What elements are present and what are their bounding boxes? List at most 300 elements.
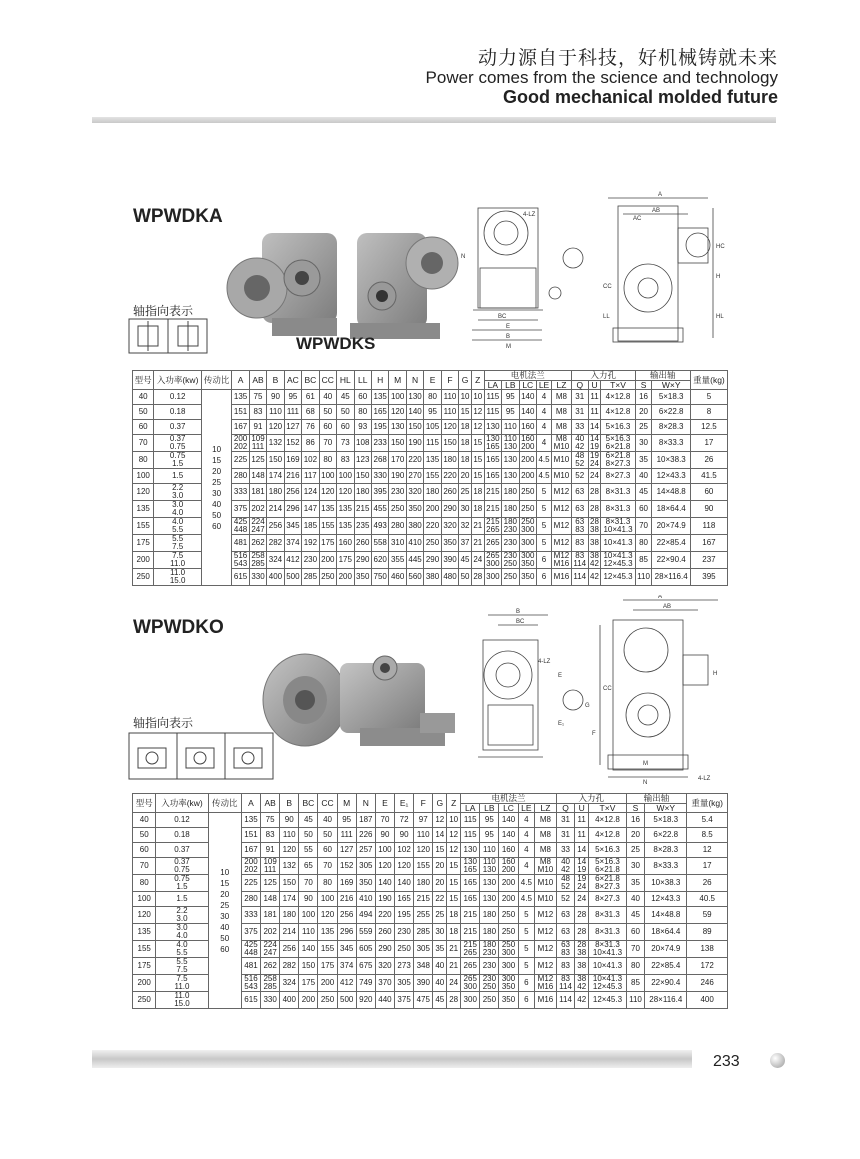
col-ratio: 传动比 — [201, 371, 231, 390]
table-cell: 4 — [536, 405, 551, 420]
table-cell: 150 — [354, 469, 371, 484]
table-cell: 63 — [556, 924, 574, 941]
table-cell: 290 — [441, 501, 458, 518]
table-cell: 333 — [241, 907, 260, 924]
table-cell: 8×33.3 — [645, 858, 687, 875]
table-cell: 28 — [471, 569, 484, 586]
table-cell: 6 — [536, 552, 551, 569]
table-cell: 55 — [299, 843, 318, 858]
table-cell: 95 — [480, 828, 499, 843]
table-cell: 224 247 — [249, 518, 266, 535]
col2-BC: BC — [299, 794, 318, 813]
table-cell: 90 — [690, 501, 727, 518]
table-cell: 4 — [518, 828, 535, 843]
table-cell: 150 — [406, 420, 423, 435]
table-cell: 400 — [280, 992, 299, 1009]
col-group-motor-flange: 电机法兰 — [484, 371, 571, 381]
col2-group-output: 输出轴 — [626, 794, 687, 804]
table-cell: 1.5 — [154, 469, 202, 484]
table-cell: 14×48.8 — [645, 907, 687, 924]
table-cell: 265 300 — [484, 552, 501, 569]
table-cell: 165 — [484, 452, 501, 469]
table-cell: 175 — [337, 552, 354, 569]
dim-AC: AC — [633, 216, 642, 222]
table-cell: 320 — [406, 484, 423, 501]
table-cell: 31 — [571, 405, 588, 420]
table-cell: 8×31.3 10×41.3 — [589, 941, 627, 958]
col-G: G — [459, 371, 472, 390]
table-cell: 72 — [395, 813, 414, 828]
section2-title: WPWDKO — [133, 617, 224, 638]
table-cell: M8 — [535, 828, 557, 843]
table-cell: M12 — [552, 535, 572, 552]
table-cell: 83 — [556, 958, 574, 975]
table-cell: 120 — [375, 858, 394, 875]
table-cell: 265 — [484, 535, 501, 552]
table-cell: 5 — [518, 941, 535, 958]
table-cell: 130 165 — [461, 858, 480, 875]
table-cell: 80 — [354, 405, 371, 420]
table-cell: 375 — [395, 992, 414, 1009]
col2-N: N — [356, 794, 375, 813]
col-BC: BC — [302, 371, 319, 390]
table-cell: 135 — [337, 501, 354, 518]
table-cell: 250 300 — [519, 518, 536, 535]
table-cell: 22×85.4 — [645, 958, 687, 975]
table-cell: 5 — [536, 518, 551, 535]
col-TxV: T×V — [601, 380, 635, 390]
table-cell: 350 — [499, 992, 518, 1009]
table-cell: 250 — [499, 924, 518, 941]
table-cell: 558 — [371, 535, 388, 552]
table-cell: 28 — [588, 484, 601, 501]
col-AC: AC — [284, 371, 301, 390]
table-cell: 460 — [389, 569, 406, 586]
table-cell: 350 — [356, 875, 375, 892]
table-cell: 200 202 — [232, 435, 249, 452]
table-cell: 305 — [395, 975, 414, 992]
table-cell: 42 — [588, 569, 601, 586]
table-cell: 345 — [284, 518, 301, 535]
table-cell: 215 — [461, 924, 480, 941]
table-cell: 280 — [232, 469, 249, 484]
table-cell: 180 — [424, 484, 441, 501]
table-cell: 268 — [371, 452, 388, 469]
table-cell: 200 — [319, 552, 336, 569]
table-cell: 15 — [471, 435, 484, 452]
col-HL: HL — [337, 371, 354, 390]
table-cell: 0.37 0.75 — [156, 858, 208, 875]
table-cell: 28 — [575, 924, 589, 941]
table-cell: 138 — [687, 941, 728, 958]
table-cell: 150 — [299, 958, 318, 975]
table-cell: 21 — [471, 518, 484, 535]
table-cell: 202 — [249, 501, 266, 518]
table-cell: 132 — [267, 435, 284, 452]
col-LC: LC — [519, 380, 536, 390]
table-cell: M12 M16 — [552, 552, 572, 569]
table-cell: 85 — [635, 552, 652, 569]
table-cell: 152 — [337, 858, 356, 875]
table-cell: 28×116.4 — [652, 569, 690, 586]
table-cell: 35 — [626, 875, 644, 892]
table-cell: 230 250 — [480, 975, 499, 992]
table-cell: 250 300 — [499, 941, 518, 958]
table-cell: 169 — [337, 875, 356, 892]
table-cell: 25 — [635, 420, 652, 435]
table-cell: 20×74.9 — [645, 941, 687, 958]
table-cell: 258 285 — [261, 975, 280, 992]
table-cell: 260 — [375, 924, 394, 941]
col2-S: S — [626, 803, 644, 813]
table-cell: 24 — [447, 975, 461, 992]
table-cell: 22×90.4 — [652, 552, 690, 569]
dim2-G: G — [585, 703, 590, 709]
table-cell: 89 — [687, 924, 728, 941]
table-cell: 190 — [375, 892, 394, 907]
table-cell: 18 — [471, 501, 484, 518]
table-cell: 15 — [471, 452, 484, 469]
col-M: M — [389, 371, 406, 390]
table-cell: 140 — [499, 813, 518, 828]
table-cell: 330 — [249, 569, 266, 586]
table-cell: 60 — [318, 843, 337, 858]
table-cell: 135 — [232, 390, 249, 405]
table-cell: 135 — [133, 501, 154, 518]
col-H: H — [371, 371, 388, 390]
ratio-value: 40 — [212, 499, 222, 509]
table-cell: 165 — [371, 405, 388, 420]
table-cell: 8.5 — [687, 828, 728, 843]
table-cell: 305 — [414, 941, 433, 958]
table-cell: 250 — [480, 992, 499, 1009]
table-cell: 5 — [536, 501, 551, 518]
col-F: F — [441, 371, 458, 390]
col-CC: CC — [319, 371, 336, 390]
table-cell: 255 — [414, 907, 433, 924]
table-cell: 90 — [299, 892, 318, 907]
table-cell: M12 — [552, 484, 572, 501]
table-cell: 160 200 — [499, 858, 518, 875]
table-cell: 33 — [556, 843, 574, 858]
table-cell: 11.0 15.0 — [154, 569, 202, 586]
table-cell: 370 — [375, 975, 394, 992]
table-cell: 412 — [284, 552, 301, 569]
col2-M: M — [337, 794, 356, 813]
table-cell: 262 — [249, 535, 266, 552]
table-cell: 100 — [375, 843, 394, 858]
table-cell: 285 — [302, 569, 319, 586]
table-cell: 73 — [337, 435, 354, 452]
table-cell: 155 — [133, 941, 156, 958]
table-cell: 80 — [318, 875, 337, 892]
table-cell: M10 — [535, 875, 557, 892]
table-cell: 160 200 — [519, 435, 536, 452]
section1-spec-table — [132, 370, 728, 586]
table-cell: 80 — [626, 958, 644, 975]
table-cell: 481 — [241, 958, 260, 975]
col2-F: F — [414, 794, 433, 813]
table-cell: M12 — [552, 518, 572, 535]
table-cell: 40 — [133, 390, 154, 405]
table-cell: 155 — [133, 518, 154, 535]
table-cell: 214 — [280, 924, 299, 941]
table-cell: 60 — [635, 501, 652, 518]
table-cell: 31 — [571, 390, 588, 405]
table-cell: 150 — [441, 435, 458, 452]
table-cell: 140 — [519, 405, 536, 420]
table-cell: 135 — [318, 924, 337, 941]
col2-AB: AB — [261, 794, 280, 813]
dim2-AB: AB — [663, 604, 672, 610]
table-cell: 68 — [302, 405, 319, 420]
table-cell: 250 — [133, 992, 156, 1009]
table-cell: 6 — [518, 975, 535, 992]
table-cell: 16 — [635, 390, 652, 405]
table-cell: 175 — [133, 958, 156, 975]
table-cell: 15 — [471, 469, 484, 484]
dim2-N: N — [643, 780, 648, 785]
col2-ratio: 传动比 — [208, 794, 241, 813]
table-cell: 50 — [459, 569, 472, 586]
table-cell: 215 265 — [484, 518, 501, 535]
ratio-cell — [208, 813, 241, 1009]
table-cell: 40 — [133, 813, 156, 828]
table-cell: 60 — [690, 484, 727, 501]
footer-bar — [92, 1050, 692, 1068]
table-cell: 348 — [414, 958, 433, 975]
table-cell: 395 — [371, 484, 388, 501]
col2-power: 入功率(kw) — [156, 794, 208, 813]
table-cell: 350 — [406, 501, 423, 518]
table-cell: 45 — [459, 552, 472, 569]
table-cell: 140 — [299, 941, 318, 958]
table-cell: 63 — [571, 484, 588, 501]
table-cell: M12 — [552, 501, 572, 518]
table-cell: 63 83 — [556, 941, 574, 958]
col2-E1: E₁ — [395, 794, 414, 813]
ratio-value: 15 — [212, 455, 222, 465]
col2-WxY: W×Y — [645, 803, 687, 813]
table-cell: 8×27.3 — [589, 892, 627, 907]
table-cell: 95 — [284, 390, 301, 405]
dim2-LZ: 4-LZ — [538, 659, 551, 665]
table-cell: 230 — [502, 535, 519, 552]
table-cell: 256 — [337, 907, 356, 924]
table-cell: 75 — [249, 390, 266, 405]
table-cell: 350 — [354, 569, 371, 586]
col-S: S — [635, 380, 652, 390]
table-cell: 230 — [389, 484, 406, 501]
col-LA: LA — [484, 380, 501, 390]
table-cell: 230 250 — [502, 552, 519, 569]
table-cell: M10 — [552, 452, 572, 469]
table-cell: 560 — [406, 569, 423, 586]
table-cell: 180 230 — [502, 518, 519, 535]
table-cell: 6×21.8 8×27.3 — [589, 875, 627, 892]
ratio-value: 15 — [220, 878, 230, 888]
col2-A: A — [241, 794, 260, 813]
table-cell: 246 — [687, 975, 728, 992]
table-cell: 152 — [284, 435, 301, 452]
dim-BC: BC — [498, 314, 507, 320]
table-cell: 250 — [318, 992, 337, 1009]
section1-axis-diagram — [128, 318, 208, 354]
table-cell: 32 — [459, 518, 472, 535]
ratio-value: 25 — [220, 900, 230, 910]
col2-group-input: 入力孔 — [556, 794, 626, 804]
table-cell: 60 — [319, 420, 336, 435]
table-cell: 20 — [459, 469, 472, 484]
table-cell: 45 — [337, 390, 354, 405]
table-cell: 115 — [461, 828, 480, 843]
table-cell: 345 — [337, 941, 356, 958]
table-cell: 4 — [518, 813, 535, 828]
table-cell: 0.12 — [154, 390, 202, 405]
table-cell: 100 — [133, 892, 156, 907]
table-cell: 3.0 4.0 — [156, 924, 208, 941]
table-cell: 14 — [588, 420, 601, 435]
ratio-value: 25 — [212, 477, 222, 487]
table-cell: 120 — [441, 420, 458, 435]
col2-U: U — [575, 803, 589, 813]
table-cell: 333 — [232, 484, 249, 501]
table-cell: 127 — [337, 843, 356, 858]
table-cell: 5 — [518, 958, 535, 975]
table-cell: 120 — [267, 420, 284, 435]
ratio-value: 40 — [220, 922, 230, 932]
table-cell: 14 — [575, 843, 589, 858]
table-cell: 8×31.3 — [589, 907, 627, 924]
table-cell: 135 — [133, 924, 156, 941]
table-cell: 250 — [424, 535, 441, 552]
table-cell: 305 — [356, 858, 375, 875]
table-cell: 20×74.9 — [652, 518, 690, 535]
table-cell: 120 — [389, 405, 406, 420]
table-cell: M10 — [552, 469, 572, 484]
table-cell: 111 — [284, 405, 301, 420]
table-cell: 28 38 — [575, 941, 589, 958]
table-cell: 21 — [447, 941, 461, 958]
dim-M: M — [506, 344, 511, 350]
col-weight: 重量(kg) — [690, 371, 727, 390]
table-cell: 76 — [302, 420, 319, 435]
table-cell: 180 — [480, 907, 499, 924]
table-cell: 148 — [261, 892, 280, 907]
table-cell: 214 — [267, 501, 284, 518]
table-cell: 6 — [536, 569, 551, 586]
table-cell: 250 — [502, 569, 519, 586]
table-cell: 195 — [395, 907, 414, 924]
table-cell: 18×64.4 — [645, 924, 687, 941]
footer-dot-icon — [770, 1053, 785, 1068]
table-cell: 110 130 — [480, 858, 499, 875]
table-cell: 7.5 11.0 — [154, 552, 202, 569]
table-cell: 220 — [375, 907, 394, 924]
table-cell: 260 — [441, 484, 458, 501]
dim-AB: AB — [652, 208, 661, 214]
table-cell: 400 — [687, 992, 728, 1009]
table-cell: 181 — [249, 484, 266, 501]
table-cell: 91 — [261, 843, 280, 858]
table-cell: 95 — [502, 390, 519, 405]
table-cell: 285 — [414, 924, 433, 941]
table-cell: 120 — [337, 484, 354, 501]
table-cell: 40 — [433, 975, 447, 992]
ratio-value: 50 — [212, 510, 222, 520]
table-cell: 45 — [299, 813, 318, 828]
table-cell: 30 — [635, 435, 652, 452]
table-cell: 250 — [395, 941, 414, 958]
col-A: A — [232, 371, 249, 390]
dim2-A: A — [658, 595, 663, 600]
col2-Q: Q — [556, 803, 574, 813]
table-cell: 15 — [447, 858, 461, 875]
table-cell: 4.0 5.5 — [154, 518, 202, 535]
table-cell: 24 — [588, 469, 601, 484]
table-cell: M12 — [535, 958, 557, 975]
table-cell: 61 — [302, 390, 319, 405]
table-cell: 250 — [133, 569, 154, 586]
table-cell: 115 — [461, 813, 480, 828]
table-cell: 5 — [690, 390, 727, 405]
table-cell: 37 — [459, 535, 472, 552]
table-cell: 105 — [424, 420, 441, 435]
table-cell: 50 — [133, 405, 154, 420]
table-cell: 95 — [480, 813, 499, 828]
table-cell: 83 — [249, 405, 266, 420]
header-slogan-en: Power comes from the science and technology — [425, 67, 778, 87]
table-cell: 18 — [459, 435, 472, 452]
table-cell: M16 — [535, 992, 557, 1009]
table-cell: 256 — [280, 941, 299, 958]
table-cell: 4.5 — [518, 875, 535, 892]
table-cell: 8×33.3 — [652, 435, 690, 452]
col-Q: Q — [571, 380, 588, 390]
table-cell: 5×16.3 6×21.8 — [589, 858, 627, 875]
table-cell: 750 — [371, 569, 388, 586]
table-cell: 12 — [433, 813, 447, 828]
table-cell: 75 — [261, 813, 280, 828]
table-cell: 148 — [249, 469, 266, 484]
table-cell: 4×12.8 — [589, 828, 627, 843]
table-cell: 0.75 1.5 — [156, 875, 208, 892]
table-cell: 45 — [635, 484, 652, 501]
table-cell: 390 — [414, 975, 433, 992]
table-cell: 516 543 — [241, 975, 260, 992]
section1-title: WPWDKA — [133, 206, 223, 227]
table-cell: 559 — [356, 924, 375, 941]
col-U: U — [588, 380, 601, 390]
table-cell: 125 — [261, 875, 280, 892]
table-cell: 18 — [459, 452, 472, 469]
table-cell: 70 — [626, 941, 644, 958]
table-cell: 100 — [337, 469, 354, 484]
table-cell: 100 — [299, 907, 318, 924]
table-cell: 63 83 — [571, 518, 588, 535]
table-cell: 290 — [354, 552, 371, 569]
table-cell: 10×41.3 12×45.3 — [589, 975, 627, 992]
table-cell: 85 — [626, 975, 644, 992]
table-cell: 70 — [299, 875, 318, 892]
table-cell: 18×64.4 — [652, 501, 690, 518]
table-cell: 425 448 — [232, 518, 249, 535]
table-cell: 19 24 — [590, 451, 599, 468]
table-cell: 40 — [318, 813, 337, 828]
table-cell: 190 — [406, 435, 423, 452]
table-cell: 0.18 — [154, 405, 202, 420]
table-cell: 615 — [232, 569, 249, 586]
